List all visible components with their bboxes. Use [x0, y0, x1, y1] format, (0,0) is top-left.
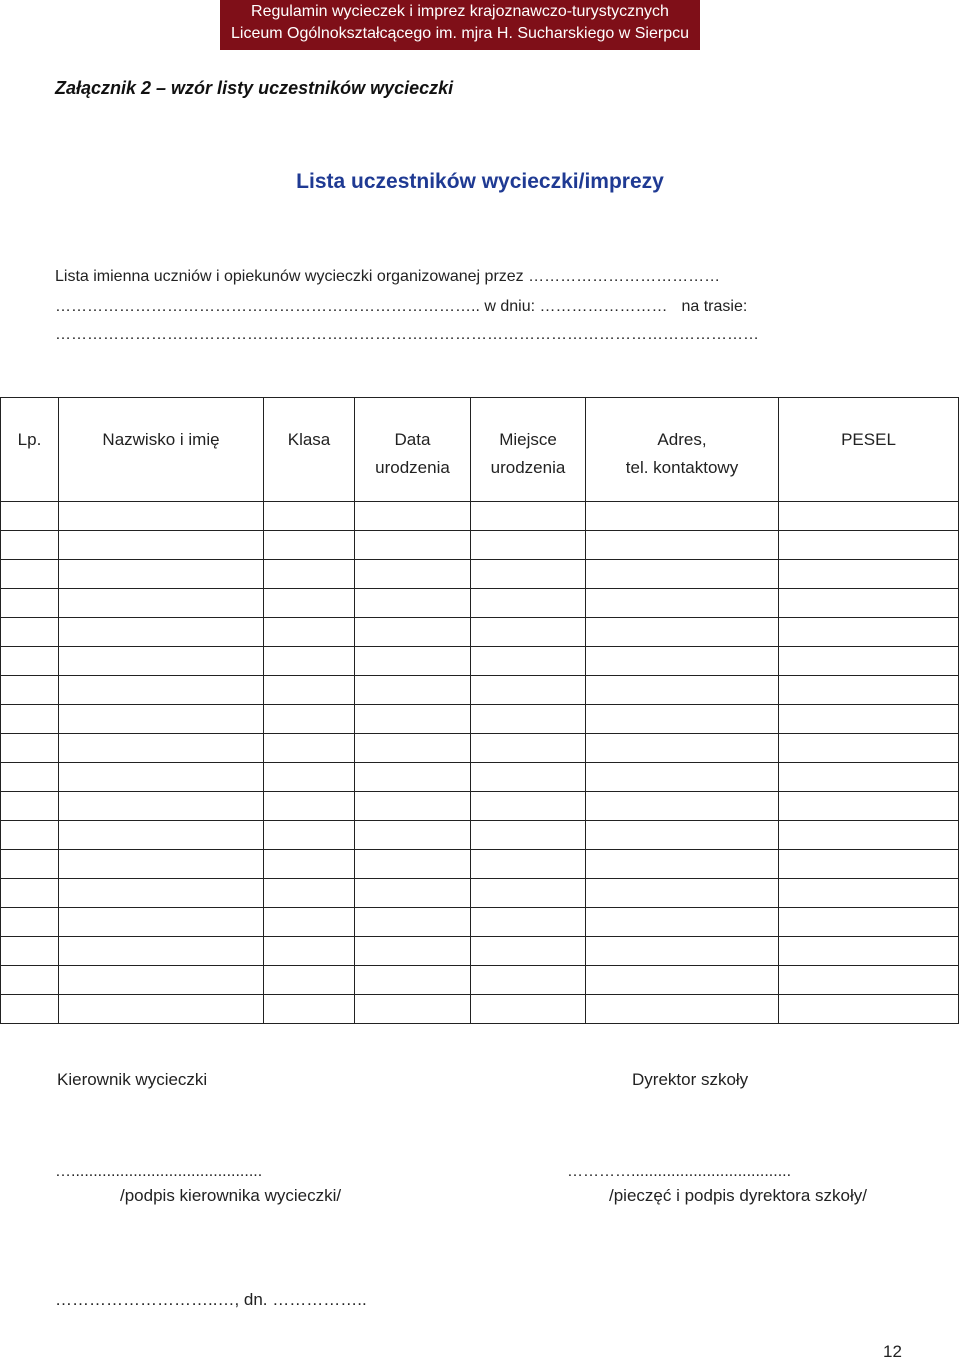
table-row	[1, 850, 959, 879]
table-row	[1, 821, 959, 850]
place-date-line: ………………………..…, dn. ……………..	[55, 1290, 367, 1309]
participants-table	[0, 397, 959, 1024]
table-cell[interactable]	[1, 763, 59, 792]
table-cell[interactable]	[1, 821, 59, 850]
table-cell[interactable]	[355, 531, 471, 560]
table-cell[interactable]	[59, 705, 264, 734]
table-cell[interactable]	[355, 763, 471, 792]
table-cell[interactable]	[355, 966, 471, 995]
table-cell[interactable]	[779, 502, 959, 531]
table-cell[interactable]	[264, 850, 355, 879]
table-cell[interactable]	[355, 850, 471, 879]
table-cell[interactable]	[355, 908, 471, 937]
table-cell[interactable]	[1, 502, 59, 531]
table-cell[interactable]	[355, 995, 471, 1024]
table-cell[interactable]	[471, 763, 586, 792]
table-cell[interactable]	[355, 821, 471, 850]
table-cell[interactable]	[264, 531, 355, 560]
table-row	[1, 937, 959, 966]
table-cell[interactable]	[59, 966, 264, 995]
table-cell[interactable]	[471, 995, 586, 1024]
table-cell[interactable]	[59, 763, 264, 792]
table-cell[interactable]	[59, 734, 264, 763]
table-cell[interactable]	[779, 966, 959, 995]
table-cell[interactable]	[1, 792, 59, 821]
table-cell[interactable]	[779, 995, 959, 1024]
table-cell[interactable]	[355, 734, 471, 763]
table-cell[interactable]	[264, 589, 355, 618]
page-number: 12	[883, 1342, 902, 1361]
table-cell[interactable]	[264, 821, 355, 850]
table-row	[1, 792, 959, 821]
table-cell[interactable]	[586, 647, 779, 676]
table-row	[1, 676, 959, 705]
table-cell[interactable]	[779, 850, 959, 879]
table-cell[interactable]	[779, 763, 959, 792]
table-cell[interactable]	[355, 937, 471, 966]
table-cell[interactable]	[355, 879, 471, 908]
table-cell[interactable]	[586, 908, 779, 937]
table-cell[interactable]	[1, 995, 59, 1024]
table-cell[interactable]	[1, 966, 59, 995]
table-cell[interactable]	[586, 937, 779, 966]
table-cell[interactable]	[1, 937, 59, 966]
table-cell[interactable]	[355, 647, 471, 676]
table-cell[interactable]	[586, 821, 779, 850]
table-cell[interactable]	[1, 705, 59, 734]
table-cell[interactable]	[264, 734, 355, 763]
document-title: Lista uczestników wycieczki/imprezy	[296, 170, 664, 193]
table-header-row	[1, 398, 959, 502]
table-cell[interactable]	[1, 908, 59, 937]
table-cell[interactable]	[264, 995, 355, 1024]
table-cell[interactable]	[471, 792, 586, 821]
table-cell[interactable]	[264, 560, 355, 589]
table-cell[interactable]	[586, 676, 779, 705]
intro-line-2-organizer-date: …………………………………………………………………….. w dniu: ……………………	[55, 298, 668, 315]
col-header-birth-date: Data urodzenia	[355, 398, 471, 502]
table-cell[interactable]	[1, 589, 59, 618]
table-cell[interactable]	[1, 734, 59, 763]
table-cell[interactable]	[355, 502, 471, 531]
table-cell[interactable]	[779, 734, 959, 763]
table-cell[interactable]	[586, 589, 779, 618]
table-cell[interactable]	[471, 908, 586, 937]
col-header-pesel: PESEL	[779, 398, 959, 502]
table-cell[interactable]	[471, 502, 586, 531]
table-cell[interactable]	[779, 821, 959, 850]
table-cell[interactable]	[471, 850, 586, 879]
table-cell[interactable]	[264, 966, 355, 995]
table-cell[interactable]	[59, 618, 264, 647]
table-cell[interactable]	[779, 908, 959, 937]
table-cell[interactable]	[779, 879, 959, 908]
table-cell[interactable]	[586, 995, 779, 1024]
table-cell[interactable]	[59, 792, 264, 821]
table-cell[interactable]	[264, 705, 355, 734]
col-header-lp: Lp.	[1, 398, 59, 502]
trip-leader-signature-line: …...........................................	[55, 1163, 263, 1180]
table-cell[interactable]	[471, 879, 586, 908]
table-cell[interactable]	[779, 560, 959, 589]
table-cell[interactable]	[586, 879, 779, 908]
table-row	[1, 647, 959, 676]
table-cell[interactable]	[355, 676, 471, 705]
table-row	[1, 763, 959, 792]
table-row	[1, 618, 959, 647]
header-line-1: Regulamin wycieczek i imprez krajoznawczo-turystycznych	[251, 3, 669, 20]
table-cell[interactable]	[779, 531, 959, 560]
table-cell[interactable]	[586, 502, 779, 531]
header-line-2: Liceum Ogólnokształcącego im. mjra H. Sucharskiego w Sierpcu	[231, 25, 689, 42]
table-row	[1, 705, 959, 734]
table-cell[interactable]	[586, 850, 779, 879]
table-row	[1, 589, 959, 618]
table-cell[interactable]	[779, 647, 959, 676]
table-cell[interactable]	[586, 618, 779, 647]
principal-label: Dyrektor szkoły	[632, 1070, 749, 1089]
table-cell[interactable]	[779, 676, 959, 705]
table-cell[interactable]	[779, 705, 959, 734]
col-header-address-phone: Adres, tel. kontaktowy	[586, 398, 779, 502]
table-row	[1, 531, 959, 560]
table-row	[1, 879, 959, 908]
table-cell[interactable]	[1, 850, 59, 879]
table-row	[1, 734, 959, 763]
page-header	[220, 0, 700, 50]
col-header-class: Klasa	[264, 398, 355, 502]
table-cell[interactable]	[586, 705, 779, 734]
table-cell[interactable]	[586, 966, 779, 995]
trip-leader-label: Kierownik wycieczki	[57, 1070, 208, 1089]
table-cell[interactable]	[59, 850, 264, 879]
table-cell[interactable]	[586, 763, 779, 792]
table-cell[interactable]	[59, 502, 264, 531]
table-cell[interactable]	[59, 560, 264, 589]
table-row	[1, 995, 959, 1024]
table-cell[interactable]	[1, 879, 59, 908]
table-cell[interactable]	[471, 966, 586, 995]
table-cell[interactable]	[586, 792, 779, 821]
principal-signature-line: …………....................................	[567, 1163, 792, 1180]
table-cell[interactable]	[264, 647, 355, 676]
table-cell[interactable]	[59, 879, 264, 908]
table-cell[interactable]	[59, 531, 264, 560]
table-cell[interactable]	[779, 792, 959, 821]
table-cell[interactable]	[471, 647, 586, 676]
table-cell[interactable]	[1, 676, 59, 705]
intro-line-2-route-label: na trasie:	[681, 298, 748, 315]
table-cell[interactable]	[59, 937, 264, 966]
table-cell[interactable]	[264, 792, 355, 821]
table-cell[interactable]	[264, 618, 355, 647]
table-cell[interactable]	[264, 502, 355, 531]
table-cell[interactable]	[1, 560, 59, 589]
table-cell[interactable]	[355, 589, 471, 618]
table-cell[interactable]	[264, 763, 355, 792]
table-cell[interactable]	[471, 589, 586, 618]
table-cell[interactable]	[59, 821, 264, 850]
table-cell[interactable]	[471, 705, 586, 734]
col-header-birth-place: Miejsce urodzenia	[471, 398, 586, 502]
attachment-title: Załącznik 2 – wzór listy uczestników wycieczki	[55, 78, 454, 98]
table-cell[interactable]	[264, 676, 355, 705]
table-cell[interactable]	[1, 618, 59, 647]
table-cell[interactable]	[471, 560, 586, 589]
table-cell[interactable]	[264, 879, 355, 908]
table-cell[interactable]	[355, 560, 471, 589]
table-cell[interactable]	[59, 995, 264, 1024]
table-cell[interactable]	[355, 792, 471, 821]
table-row	[1, 502, 959, 531]
table-cell[interactable]	[586, 734, 779, 763]
table-cell[interactable]	[264, 937, 355, 966]
table-cell[interactable]	[471, 676, 586, 705]
table-cell[interactable]	[471, 937, 586, 966]
table-cell[interactable]	[59, 589, 264, 618]
table-cell[interactable]	[586, 531, 779, 560]
principal-signature-caption: /pieczęć i podpis dyrektora szkoły/	[609, 1186, 867, 1205]
trip-leader-signature-caption: /podpis kierownika wycieczki/	[120, 1186, 342, 1205]
table-cell[interactable]	[355, 705, 471, 734]
intro-line-1: Lista imienna uczniów i opiekunów wycieczki organizowanej przez ………………………………	[55, 268, 721, 285]
table-cell[interactable]	[471, 618, 586, 647]
table-cell[interactable]	[779, 937, 959, 966]
table-cell[interactable]	[59, 647, 264, 676]
table-row	[1, 966, 959, 995]
col-header-name: Nazwisko i imię	[59, 398, 264, 502]
table-row	[1, 560, 959, 589]
table-cell[interactable]	[355, 618, 471, 647]
table-cell[interactable]	[586, 560, 779, 589]
table-cell[interactable]	[471, 821, 586, 850]
table-cell[interactable]	[779, 618, 959, 647]
table-cell[interactable]	[59, 908, 264, 937]
table-cell[interactable]	[1, 647, 59, 676]
table-cell[interactable]	[264, 908, 355, 937]
table-row	[1, 908, 959, 937]
table-cell[interactable]	[59, 676, 264, 705]
table-cell[interactable]	[779, 589, 959, 618]
intro-line-2	[55, 298, 747, 316]
table-cell[interactable]	[471, 531, 586, 560]
table-cell[interactable]	[471, 734, 586, 763]
intro-line-3: ……………………………………………………………………………………………………………………	[55, 326, 759, 343]
table-cell[interactable]	[1, 531, 59, 560]
